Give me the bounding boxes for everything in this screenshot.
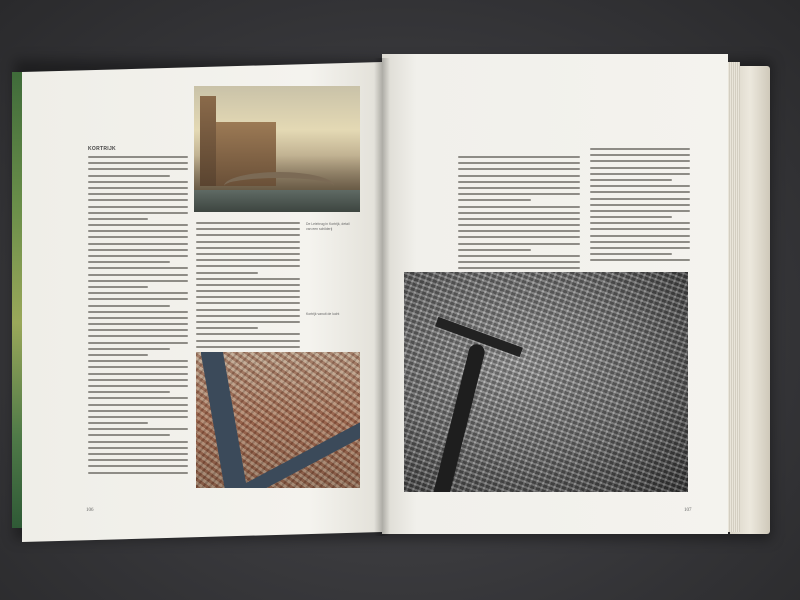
text-line [88, 305, 170, 307]
text-line [88, 465, 188, 467]
text-line [590, 253, 672, 255]
text-line [196, 253, 300, 255]
text-line [88, 162, 188, 164]
text-line [458, 162, 580, 164]
aerial-small-image [196, 352, 360, 488]
text-line [88, 236, 188, 238]
text-line [88, 335, 188, 337]
text-line [458, 193, 580, 195]
text-line [88, 404, 188, 406]
text-line [88, 329, 188, 331]
text-line [590, 185, 690, 187]
text-line [88, 410, 188, 412]
text-line [196, 278, 300, 280]
text-line [88, 218, 148, 220]
text-line [196, 228, 300, 230]
text-line [88, 274, 188, 276]
text-line [88, 373, 188, 375]
text-line [88, 397, 188, 399]
text-line [88, 193, 188, 195]
text-line [88, 230, 188, 232]
book-gutter [374, 58, 390, 536]
aerial-big-river [430, 343, 487, 492]
text-line [590, 247, 690, 249]
text-line [458, 181, 580, 183]
text-line [196, 241, 300, 243]
text-line [458, 175, 580, 177]
text-line [458, 168, 580, 170]
text-line [196, 222, 300, 224]
text-line [196, 284, 300, 286]
text-line [590, 235, 690, 237]
text-line [590, 154, 690, 156]
text-line [88, 379, 188, 381]
text-line [88, 366, 188, 368]
text-line [88, 280, 188, 282]
text-line [88, 354, 148, 356]
text-line [88, 206, 188, 208]
text-line [196, 234, 300, 236]
text-line [88, 348, 170, 350]
aerial-small-canal [241, 420, 360, 488]
text-line [88, 360, 188, 362]
aerial-small-caption: Kortrijk vanuit de lucht [306, 312, 340, 316]
text-line [458, 236, 580, 238]
text-line [88, 391, 170, 393]
text-line [88, 267, 188, 269]
text-line [196, 247, 300, 249]
text-line [590, 204, 690, 206]
text-line [88, 199, 188, 201]
text-line [88, 441, 188, 443]
right-text-column-1 [458, 156, 580, 280]
text-line [458, 224, 580, 226]
text-line [88, 311, 188, 313]
text-line [196, 333, 300, 335]
aerial-small-river [199, 352, 250, 488]
painting-image [194, 86, 360, 212]
text-line [458, 230, 580, 232]
text-line [590, 191, 690, 193]
text-line [88, 212, 188, 214]
text-line [458, 255, 580, 257]
text-line [590, 222, 690, 224]
text-line [88, 156, 188, 158]
text-line [458, 267, 580, 269]
text-line [590, 210, 690, 212]
text-line [196, 265, 300, 267]
text-line [88, 224, 188, 226]
text-line [88, 187, 188, 189]
left-page-heading: KORTRIJK [88, 146, 116, 152]
text-line [590, 241, 690, 243]
text-line [196, 296, 300, 298]
text-line [590, 179, 672, 181]
text-line [458, 206, 580, 208]
painting-tower [200, 96, 216, 186]
text-line [88, 434, 170, 436]
text-line [590, 173, 690, 175]
text-line [88, 175, 170, 177]
text-line [88, 459, 188, 461]
text-line [590, 228, 690, 230]
text-line [88, 453, 188, 455]
text-line [458, 199, 531, 201]
text-line [590, 160, 690, 162]
painting-water [194, 190, 360, 212]
text-line [88, 385, 188, 387]
text-line [88, 249, 188, 251]
left-page-number: 106 [86, 508, 94, 513]
text-line [88, 342, 188, 344]
text-line [196, 272, 258, 274]
text-line [196, 321, 300, 323]
text-line [196, 309, 300, 311]
text-line [458, 187, 580, 189]
text-line [458, 261, 580, 263]
text-line [590, 216, 672, 218]
text-line [590, 198, 690, 200]
text-line [458, 249, 531, 251]
text-line [196, 346, 300, 348]
text-line [196, 327, 258, 329]
text-line [88, 428, 188, 430]
text-line [458, 218, 580, 220]
text-line [458, 156, 580, 158]
right-page-number: 107 [684, 508, 692, 513]
text-line [196, 315, 300, 317]
text-line [88, 472, 188, 474]
text-line [88, 243, 188, 245]
text-line [196, 302, 300, 304]
painting-caption: De Leiebrug in Kortrijk, detail van een schilderij [306, 222, 350, 231]
text-line [88, 298, 188, 300]
text-line [88, 323, 188, 325]
text-line [88, 255, 188, 257]
right-text-column-2 [590, 148, 690, 266]
aerial-big-image [404, 272, 688, 492]
left-text-column-1 [88, 156, 188, 478]
text-line [88, 168, 188, 170]
text-line [458, 212, 580, 214]
text-line [88, 317, 188, 319]
text-line [590, 148, 690, 150]
text-line [88, 261, 170, 263]
text-line [590, 259, 690, 261]
text-line [88, 447, 188, 449]
text-line [88, 416, 188, 418]
text-line [88, 292, 188, 294]
text-line [196, 340, 300, 342]
text-line [196, 290, 300, 292]
text-line [88, 181, 188, 183]
text-line [88, 286, 148, 288]
text-line [88, 422, 148, 424]
text-line [590, 167, 690, 169]
text-line [196, 259, 300, 261]
text-line [458, 243, 580, 245]
